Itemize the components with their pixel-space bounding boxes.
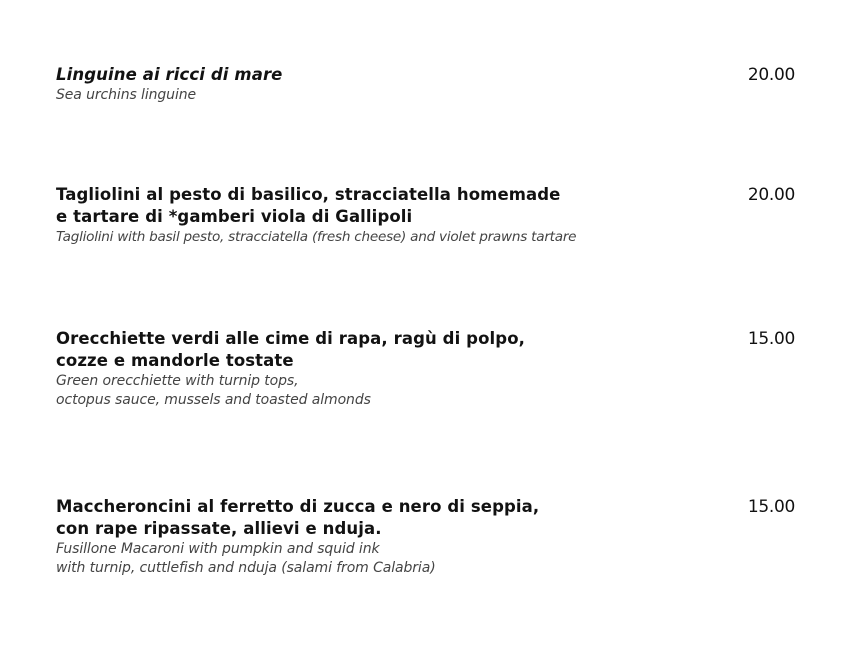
dish-name: Tagliolini al pesto di basilico, stracciatella homemade e tartare di *gamberi viola di Gallipoli bbox=[56, 185, 561, 226]
menu-item-linguine bbox=[56, 64, 801, 105]
dish-price: 20.00 bbox=[747, 65, 795, 85]
menu-item-orecchiette bbox=[56, 328, 801, 410]
dish-name: Maccheroncini al ferretto di zucca e nero di seppia, con rape ripassate, allievi e nduja. bbox=[56, 497, 540, 538]
dish-price: 15.00 bbox=[747, 497, 795, 517]
dish-description: Sea urchins linguine bbox=[56, 87, 197, 103]
menu-item-maccheroncini bbox=[56, 496, 801, 578]
dish-price: 15.00 bbox=[747, 329, 795, 349]
dish-name: Linguine ai ricci di mare bbox=[56, 65, 283, 84]
dish-description: Fusillone Macaroni with pumpkin and squid ink with turnip, cuttlefish and nduja (salami from Calabria) bbox=[56, 541, 436, 576]
dish-price: 20.00 bbox=[747, 185, 795, 205]
menu-item-tagliolini bbox=[56, 184, 801, 247]
dish-description: Tagliolini with basil pesto, stracciatella (fresh cheese) and violet prawns tartare bbox=[56, 229, 577, 245]
dish-description: Green orecchiette with turnip tops, octopus sauce, mussels and toasted almonds bbox=[56, 373, 371, 408]
dish-name: Orecchiette verdi alle cime di rapa, ragù di polpo, cozze e mandorle tostate bbox=[56, 329, 526, 370]
